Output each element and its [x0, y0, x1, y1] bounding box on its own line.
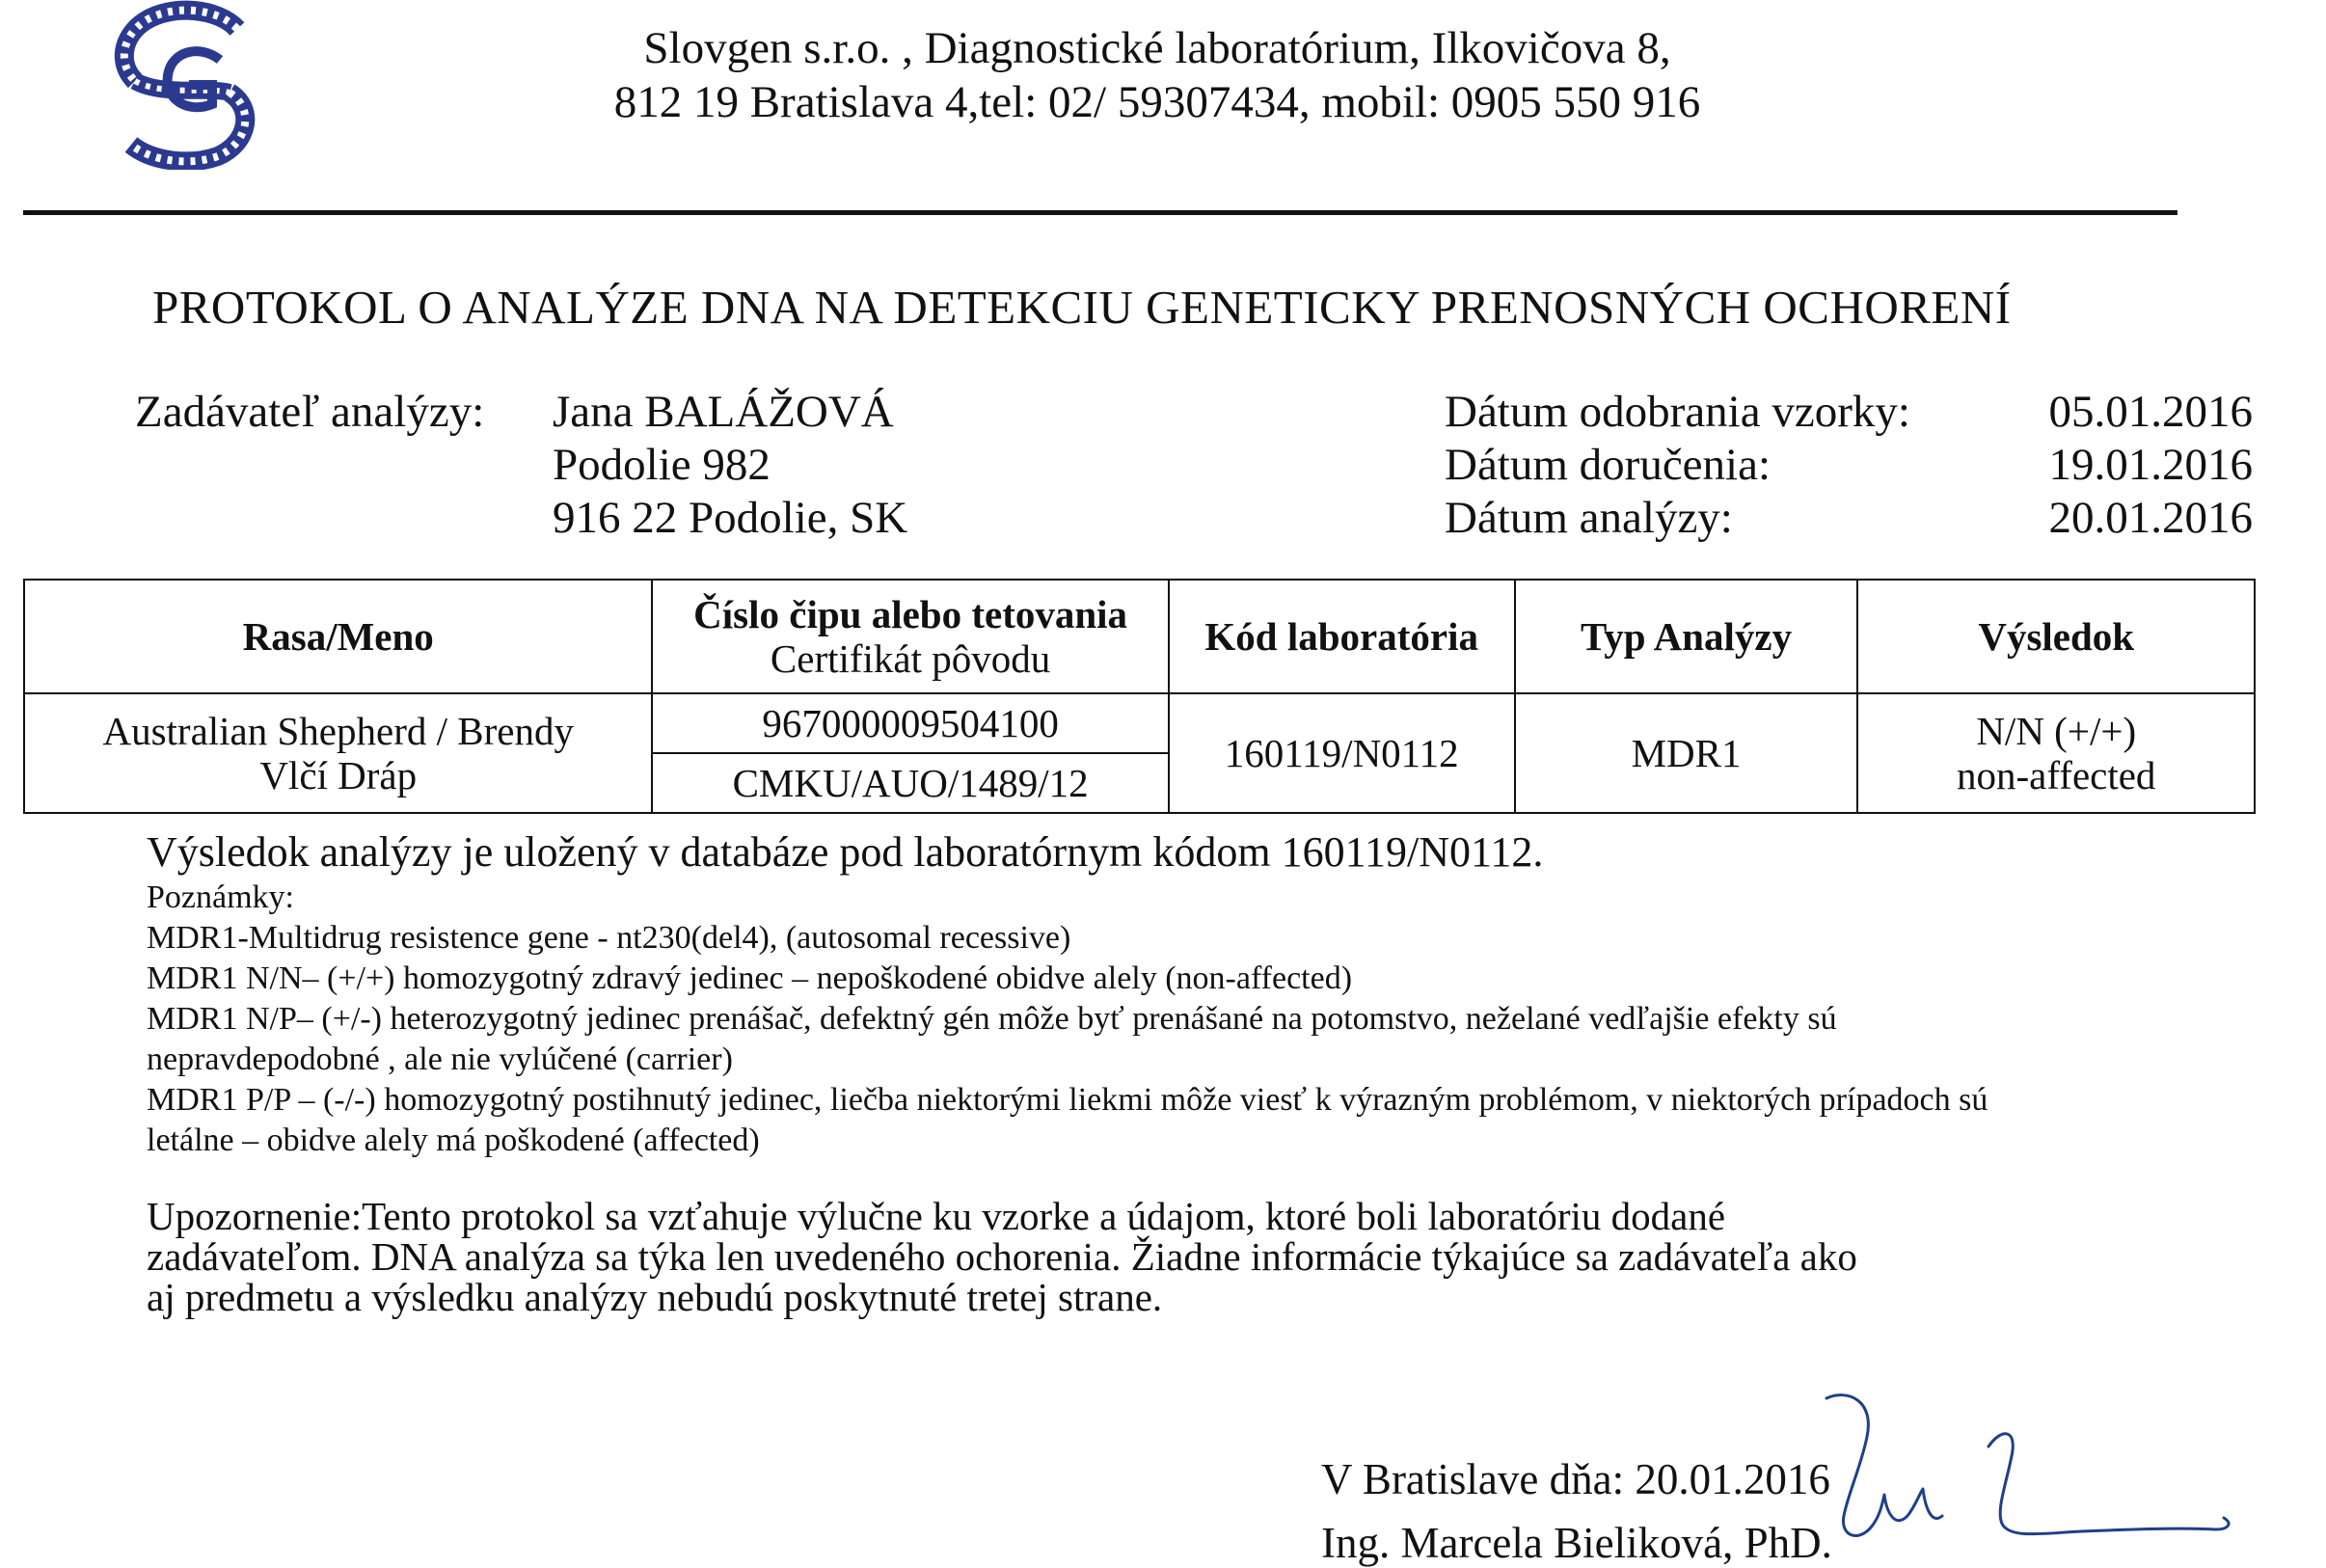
header-chip — [652, 580, 1168, 693]
note-line: MDR1 P/P – (-/-) homozygotný postihnutý jedinec, liečba niektorými liekmi môže viesť k výrazným problémom, v niektorých prípadoch sú — [147, 1082, 1988, 1118]
breed-name-cell — [24, 693, 652, 813]
slovgen-logo — [104, 0, 268, 170]
table-row — [24, 693, 2255, 753]
header-chip-label: Číslo čipu alebo tetovania — [693, 592, 1128, 636]
requester-label: Zadávateľ analýzy: — [135, 387, 485, 437]
sampling-date-value: 05.01.2016 — [2048, 387, 2253, 437]
handwritten-signature — [1819, 1389, 2243, 1553]
note-line: MDR1 N/N– (+/+) homozygotný zdravý jedinec – nepoškodené obidve alely (non-affected) — [147, 960, 1353, 996]
warning-line: zadávateľom. DNA analýza sa týka len uvedeného ochorenia. Žiadne informácie týkajúce sa zadávateľa ako — [147, 1234, 1857, 1279]
analysis-type-value: MDR1 — [1515, 693, 1858, 813]
notes-block — [147, 878, 1988, 1161]
chip-value: 967000009504100 — [652, 693, 1168, 753]
note-line: letálne – obidve alely má poškodené (affected) — [147, 1122, 760, 1158]
document-title: PROTOKOL O ANALÝZE DNA NA DETEKCIU GENETICKY PRENOSNÝCH OCHORENÍ — [152, 281, 2012, 334]
lab-address-line1: Slovgen s.r.o. , Diagnostické laboratórium, Ilkovičova 8, — [643, 23, 1671, 73]
dog-name-value: Vlčí Dráp — [259, 753, 418, 798]
sampling-date-label: Dátum odobrania vzorky: — [1445, 387, 1910, 437]
breed-value: Australian Shepherd / Brendy — [102, 709, 574, 753]
note-line: MDR1 N/P– (+/-) heterozygotný jedinec prenášač, defektný gén môže byť prenášané na potomstvo, neželané vedľajšie efekty sú — [147, 1001, 1837, 1037]
requester-city: 916 22 Podolie, SK — [553, 493, 908, 543]
table-header-row — [24, 580, 2255, 693]
note-line: nepravdepodobné , ale nie vylúčené (carrier) — [147, 1041, 733, 1077]
note-line: MDR1-Multidrug resistence gene - nt230(del4), (autosomal recessive) — [147, 920, 1071, 956]
header-result: Výsledok — [1857, 580, 2255, 693]
header-lab-code: Kód laboratória — [1169, 580, 1515, 693]
header-breed-name: Rasa/Meno — [24, 580, 652, 693]
requester-name: Jana BALÁŽOVÁ — [553, 387, 894, 437]
header-divider — [23, 210, 2177, 215]
signature-place-date: V Bratislave dňa: 20.01.2016 — [1321, 1455, 1830, 1503]
notes-heading: Poznámky: — [147, 879, 294, 915]
result-genotype: N/N (+/+) — [1976, 709, 2137, 753]
database-note: Výsledok analýzy je uložený v databáze pod laboratórnym kódom 160119/N0112. — [147, 828, 1544, 876]
header-certificate-label: Certifikát pôvodu — [770, 636, 1051, 681]
result-cell — [1857, 693, 2255, 813]
header-analysis-type: Typ Analýzy — [1515, 580, 1858, 693]
analysis-date-value: 20.01.2016 — [2048, 493, 2253, 543]
result-status: non-affected — [1957, 753, 2156, 798]
result-table — [23, 579, 2256, 814]
analysis-date-label: Dátum analýzy: — [1445, 493, 1733, 543]
warning-line: Upozornenie:Tento protokol sa vzťahuje výlučne ku vzorke a údajom, ktoré boli laboratóriu dodané — [147, 1194, 1726, 1238]
warning-block — [147, 1196, 2114, 1317]
signatory-name: Ing. Marcela Bieliková, PhD. — [1321, 1519, 1832, 1567]
delivery-date-value: 19.01.2016 — [2048, 440, 2253, 490]
requester-street: Podolie 982 — [553, 440, 771, 490]
lab-code-value: 160119/N0112 — [1169, 693, 1515, 813]
certificate-value: CMKU/AUO/1489/12 — [652, 753, 1168, 813]
lab-address-line2: 812 19 Bratislava 4,tel: 02/ 59307434, mobil: 0905 550 916 — [613, 77, 1701, 127]
delivery-date-label: Dátum doručenia: — [1445, 440, 1772, 490]
warning-line: aj predmetu a výsledku analýzy nebudú poskytnuté tretej strane. — [147, 1275, 1163, 1319]
